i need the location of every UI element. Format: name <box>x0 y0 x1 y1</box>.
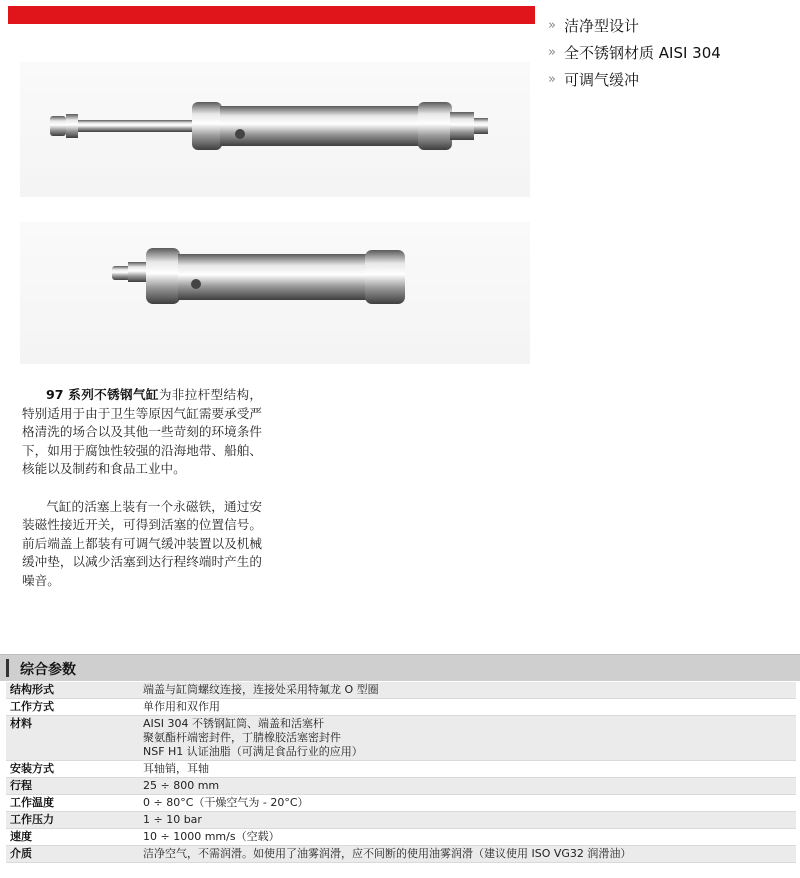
spec-key: 工作温度 <box>6 795 139 812</box>
spec-value <box>139 812 796 829</box>
spec-value-line: 10 ÷ 1000 mm/s（空载） <box>143 830 280 843</box>
feature-list <box>548 12 721 93</box>
spec-value-line: 1 ÷ 10 bar <box>143 813 202 826</box>
description-paragraph-2 <box>22 498 262 591</box>
description-text: 为非拉杆型结构，特别适用于由于卫生等原因气缸需要承受严格清洗的场合以及其他一些苛刻的环境条件下，如用于腐蚀性较强的沿海地带、船舶、核能以及制药和食品工业中。 <box>22 387 262 477</box>
spec-value-line: 单作用和双作用 <box>143 700 220 713</box>
spec-value <box>139 829 796 846</box>
feature-text: 可调气缓冲 <box>564 71 640 89</box>
spec-key: 介质 <box>6 846 139 863</box>
specs-header <box>0 654 800 681</box>
product-photo-cylinder-long <box>20 62 530 197</box>
series-name: 97 系列不锈钢气缸 <box>46 387 159 402</box>
description-text: 气缸的活塞上装有一个永磁铁，通过安装磁性接近开关，可得到活塞的位置信号。前后端盖上都装有可调气缓冲装置以及机械缓冲垫，以减少活塞到达行程终端时产生的噪音。 <box>22 498 262 588</box>
specs-table <box>6 682 796 863</box>
feature-text: 全不锈钢材质 AISI 304 <box>564 44 721 62</box>
spec-value-line: 0 ÷ 80°C（干燥空气为 - 20°C） <box>143 796 309 809</box>
chevron-right-icon: » <box>548 72 556 87</box>
spec-key: 工作方式 <box>6 699 139 716</box>
table-row <box>6 829 796 846</box>
description-paragraph-1 <box>22 386 262 479</box>
table-row <box>6 761 796 778</box>
feature-text: 洁净型设计 <box>564 17 640 35</box>
specs-title: 综合参数 <box>20 662 76 678</box>
chevron-right-icon: » <box>548 18 556 33</box>
spec-value-line: 洁净空气，不需润滑。如使用了油雾润滑，应不间断的使用油雾润滑（建议使用 ISO VG32 润滑油） <box>143 847 632 860</box>
spec-value-line: 25 ÷ 800 mm <box>143 779 220 792</box>
table-row <box>6 812 796 829</box>
spec-value <box>139 682 796 699</box>
feature-item <box>548 39 721 66</box>
table-row <box>6 699 796 716</box>
spec-key: 速度 <box>6 829 139 846</box>
feature-item <box>548 66 721 93</box>
red-accent-bar <box>8 6 535 24</box>
product-photo-cylinder-short <box>20 222 530 364</box>
spec-key: 安装方式 <box>6 761 139 778</box>
table-row <box>6 716 796 761</box>
section-marker <box>6 659 9 677</box>
spec-value-line: 端盖与缸筒螺纹连接，连接处采用特氟龙 O 型圈 <box>143 683 379 696</box>
spec-value-line: 耳轴销，耳轴 <box>143 762 209 775</box>
table-row <box>6 682 796 699</box>
spec-value <box>139 716 796 761</box>
spec-value-line: NSF H1 认证油脂（可满足食品行业的应用） <box>143 745 363 758</box>
table-row <box>6 778 796 795</box>
spec-key: 工作压力 <box>6 812 139 829</box>
table-row <box>6 846 796 863</box>
spec-key: 材料 <box>6 716 139 761</box>
feature-item <box>548 12 721 39</box>
spec-value <box>139 795 796 812</box>
spec-value <box>139 778 796 795</box>
spec-value-line: 聚氨酯杆端密封件，丁腈橡胶活塞密封件 <box>143 731 341 744</box>
chevron-right-icon: » <box>548 45 556 60</box>
spec-value <box>139 699 796 716</box>
table-row <box>6 795 796 812</box>
product-description <box>22 386 262 609</box>
spec-key: 结构形式 <box>6 682 139 699</box>
spec-key: 行程 <box>6 778 139 795</box>
spec-value <box>139 846 796 863</box>
spec-value-line: AISI 304 不锈钢缸筒、端盖和活塞杆 <box>143 717 324 730</box>
spec-value <box>139 761 796 778</box>
